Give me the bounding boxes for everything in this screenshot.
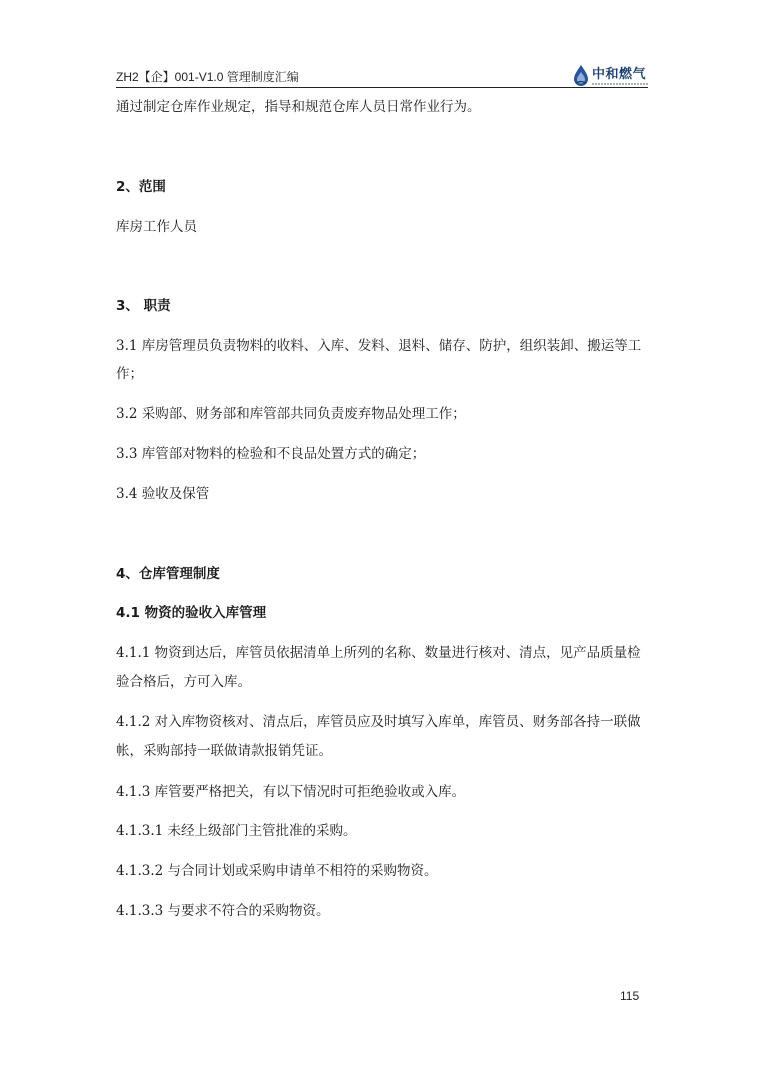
item-4-1-3-3: 4.1.3.3 与要求不符合的采购物资。 — [116, 903, 330, 919]
logo-text: 中和燃气 — [591, 67, 646, 82]
item-4-1-1-line2: 验合格后，方可入库。 — [116, 674, 251, 690]
header-rule — [116, 87, 648, 88]
page-number: 115 — [620, 989, 640, 1003]
paragraph-purpose: 通过制定仓库作业规定，指导和规范仓库人员日常作业行为。 — [116, 99, 481, 115]
heading-responsibilities: 3、 职责 — [116, 298, 171, 314]
item-3-1-line2: 作； — [116, 366, 143, 382]
page-header — [116, 62, 648, 88]
item-4-1-3-1: 4.1.3.1 未经上级部门主管批准的采购。 — [116, 823, 357, 839]
paragraph-scope: 库房工作人员 — [116, 219, 197, 235]
item-3-2: 3.2 采购部、财务部和库管部共同负责废弃物品处理工作； — [116, 406, 466, 422]
logo-subtitle-strip — [592, 83, 648, 85]
heading-warehouse-rules: 4、仓库管理制度 — [116, 566, 220, 582]
item-3-3: 3.3 库管部对物料的检验和不良品处置方式的确定； — [116, 446, 426, 462]
item-4-1-3-2: 4.1.3.2 与合同计划或采购申请单不相符的采购物资。 — [116, 863, 438, 879]
item-3-4: 3.4 验收及保管 — [116, 486, 210, 502]
heading-4-1: 4.1 物资的验收入库管理 — [116, 605, 267, 621]
item-4-1-2-line1: 4.1.2 对入库物资核对、清点后，库管员应及时填写入库单，库管员、财务部各持一联做 — [116, 714, 641, 730]
heading-scope: 2、范围 — [116, 179, 166, 195]
item-4-1-1-line1: 4.1.1 物资到达后，库管员依据清单上所列的名称、数量进行核对、清点，见产品质量检 — [116, 645, 641, 661]
item-4-1-3: 4.1.3 库管要严格把关，有以下情况时可拒绝验收或入库。 — [116, 784, 466, 800]
header-title: ZH2【企】001-V1.0 管理制度汇编 — [116, 70, 299, 84]
item-3-1-line1: 3.1 库房管理员负责物料的收料、入库、发料、退料、储存、防护，组织装卸、搬运等工 — [116, 338, 642, 354]
item-4-1-2-line2: 帐，采购部持一联做请款报销凭证。 — [116, 743, 332, 759]
flame-drop-icon — [572, 64, 590, 86]
